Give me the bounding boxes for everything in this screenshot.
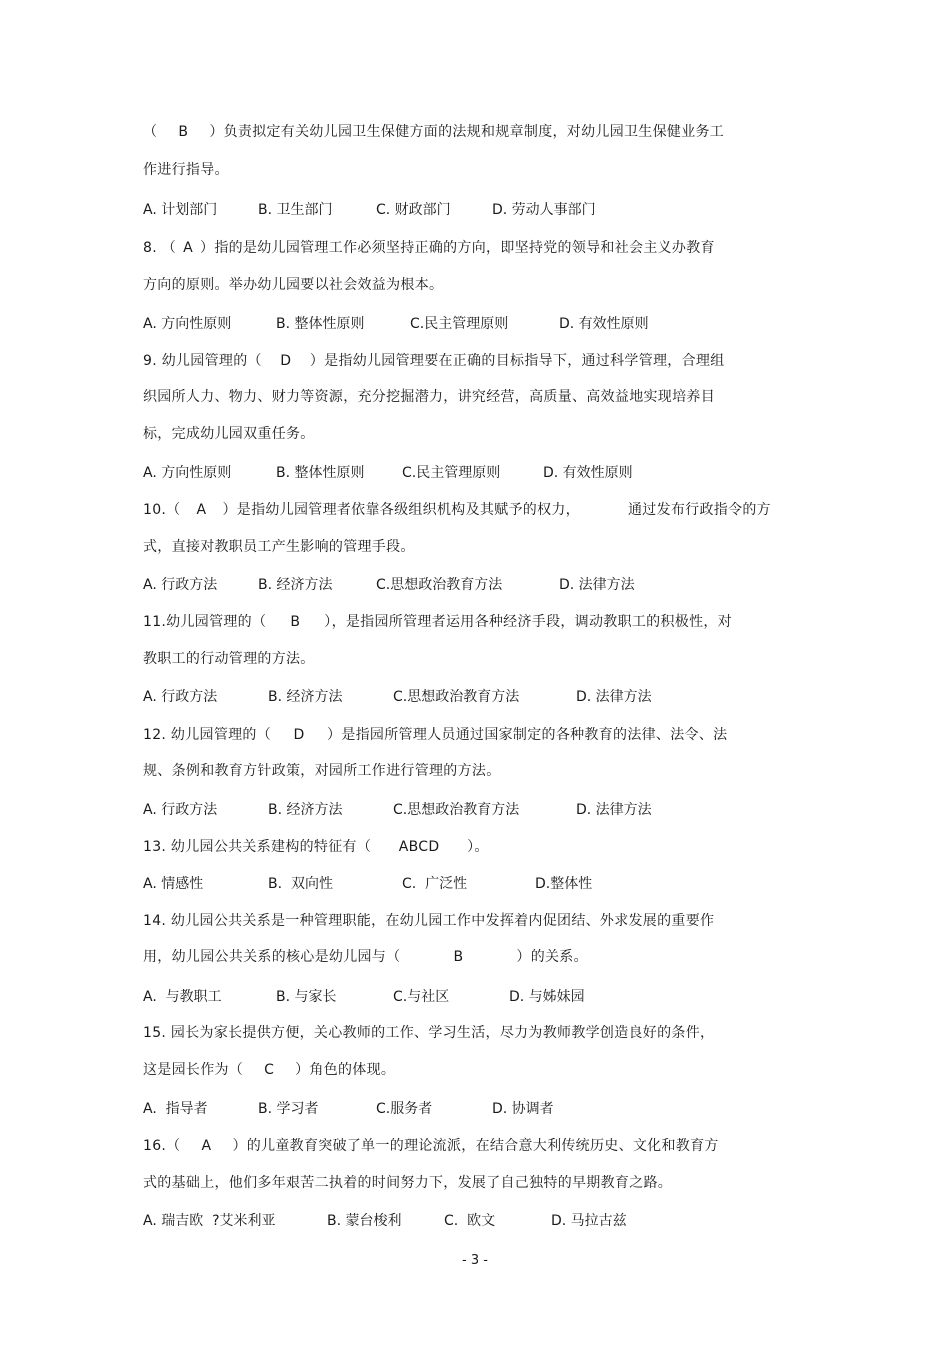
option-c: C. 欧文	[444, 1213, 496, 1229]
option-c: C.民主管理原则	[410, 316, 509, 332]
answer-letter: B	[178, 124, 189, 140]
option-a: A. 行政方法	[143, 802, 218, 818]
option-b: B. 经济方法	[268, 689, 343, 705]
answer-letter: D	[280, 353, 292, 369]
option-a: A. 情感性	[143, 876, 204, 892]
option-c: C. 财政部门	[376, 202, 451, 218]
stem-suffix: ）的儿童教育突破了单一的理论流派，在结合意大利传统历史、文化和教育方	[232, 1138, 719, 1154]
page-number: - 3 -	[462, 1253, 488, 1268]
option-b: B. 整体性原则	[276, 465, 365, 481]
option-b: B. 与家长	[276, 989, 337, 1005]
question-8-stem-line2: 方向的原则。举办幼儿园要以社会效益为根本。	[143, 277, 444, 293]
question-9-stem-line3: 标，完成幼儿园双重任务。	[143, 426, 315, 442]
stem-tail: 通过发布行政指令的方	[627, 502, 771, 518]
option-c: C.思想政治教育方法	[376, 577, 503, 593]
stem-prefix: 12. 幼儿园管理的（	[143, 727, 272, 743]
option-d: D. 法律方法	[559, 577, 635, 593]
option-b: B. 经济方法	[258, 577, 333, 593]
answer-letter: B	[290, 614, 301, 630]
question-9-stem-line2: 织园所人力、物力、财力等资源，充分挖掘潜力，讲究经营，高质量、高效益地实现培养目	[143, 389, 715, 405]
stem-suffix: ）。	[467, 839, 489, 855]
stem-suffix: ）指的是幼儿园管理工作必须坚持正确的方向，即坚持党的领导和社会主义办教育	[200, 240, 715, 256]
option-b: B. 蒙台梭利	[327, 1213, 402, 1229]
option-d: D. 劳动人事部门	[492, 202, 596, 218]
option-c: C.民主管理原则	[402, 465, 501, 481]
stem-prefix: 这是园长作为（	[143, 1062, 244, 1078]
answer-letter: A	[201, 1138, 212, 1154]
question-12-stem-line2: 规、条例和教育方针政策，对园所工作进行管理的方法。	[143, 763, 501, 779]
option-a: A. 行政方法	[143, 577, 218, 593]
option-a: A. 瑞吉欧 ?艾米利亚	[143, 1213, 276, 1229]
option-d: D. 有效性原则	[543, 465, 633, 481]
option-c: C.服务者	[376, 1101, 433, 1117]
question-8-stem	[143, 237, 715, 259]
option-c: C.思想政治教育方法	[393, 802, 520, 818]
option-b: B. 经济方法	[268, 802, 343, 818]
option-d: D. 法律方法	[576, 689, 652, 705]
option-a: A. 计划部门	[143, 202, 218, 218]
question-13-stem	[143, 836, 489, 858]
stem-prefix: 10.（	[143, 502, 181, 518]
question-15-stem: 15. 园长为家长提供方便，关心教师的工作、学习生活，尽力为教师教学创造良好的条件，	[143, 1025, 715, 1041]
option-a: A. 与教职工	[143, 989, 222, 1005]
stem-suffix: ）角色的体现。	[295, 1062, 396, 1078]
question-15-stem-line2	[143, 1059, 395, 1081]
option-d: D. 有效性原则	[559, 316, 649, 332]
question-7-stem	[143, 121, 724, 143]
option-b: B. 双向性	[268, 876, 333, 892]
answer-letter: ABCD	[398, 839, 440, 855]
option-d: D. 协调者	[492, 1101, 554, 1117]
option-b: B. 学习者	[258, 1101, 319, 1117]
stem-suffix: ）的关系。	[516, 949, 588, 965]
question-16-stem	[143, 1135, 719, 1157]
question-10-stem	[143, 499, 771, 521]
answer-letter: A	[183, 240, 193, 256]
option-d: D. 马拉古兹	[551, 1213, 627, 1229]
option-c: C.与社区	[393, 989, 450, 1005]
option-d: D. 与姊妹园	[509, 989, 585, 1005]
question-9-stem	[143, 350, 725, 372]
option-d: D. 法律方法	[576, 802, 652, 818]
answer-letter: B	[453, 949, 464, 965]
option-b: B. 卫生部门	[258, 202, 333, 218]
stem-suffix: ）是指园所管理人员通过国家制定的各种教育的法律、法令、法	[327, 727, 728, 743]
question-16-stem-line2: 式的基础上，他们多年艰苦二执着的时间努力下，发展了自己独特的早期教育之路。	[143, 1175, 673, 1191]
question-11-stem-line2: 教职工的行动管理的方法。	[143, 651, 315, 667]
stem-suffix: ）是指幼儿园管理者依靠各级组织机构及其赋予的权力，	[222, 502, 580, 518]
question-12-stem	[143, 724, 727, 746]
answer-letter: D	[293, 727, 305, 743]
option-a: A. 指导者	[143, 1101, 208, 1117]
option-a: A. 方向性原则	[143, 316, 232, 332]
option-a: A. 行政方法	[143, 689, 218, 705]
stem-prefix: 16.（	[143, 1138, 181, 1154]
question-14-stem: 14. 幼儿园公共关系是一种管理职能，在幼儿园工作中发挥着内促团结、外求发展的重要作	[143, 913, 715, 929]
stem-suffix: ）是指幼儿园管理要在正确的目标指导下，通过科学管理，合理组	[309, 353, 725, 369]
question-7-stem-line2: 作进行指导。	[143, 162, 229, 178]
stem-prefix: （	[143, 124, 158, 140]
stem-prefix: 9. 幼儿园管理的（	[143, 353, 262, 369]
option-c: C.思想政治教育方法	[393, 689, 520, 705]
question-14-stem-line2	[143, 946, 588, 968]
stem-suffix: ），是指园所管理者运用各种经济手段，调动教职工的积极性，对	[324, 614, 732, 630]
answer-letter: C	[264, 1062, 275, 1078]
option-c: C. 广泛性	[402, 876, 468, 892]
option-d: D.整体性	[535, 876, 593, 892]
question-11-stem	[143, 611, 732, 633]
option-b: B. 整体性原则	[276, 316, 365, 332]
stem-prefix: 8. （	[143, 240, 177, 256]
option-a: A. 方向性原则	[143, 465, 232, 481]
stem-suffix: ）负责拟定有关幼儿园卫生保健方面的法规和规章制度，对幼儿园卫生保健业务工	[209, 124, 725, 140]
question-10-stem-line2: 式，直接对教职员工产生影响的管理手段。	[143, 539, 415, 555]
stem-prefix: 13. 幼儿园公共关系建构的特征有（	[143, 839, 372, 855]
answer-letter: A	[196, 502, 207, 518]
stem-prefix: 11.幼儿园管理的（	[143, 614, 267, 630]
stem-prefix: 用，幼儿园公共关系的核心是幼儿园与（	[143, 949, 401, 965]
